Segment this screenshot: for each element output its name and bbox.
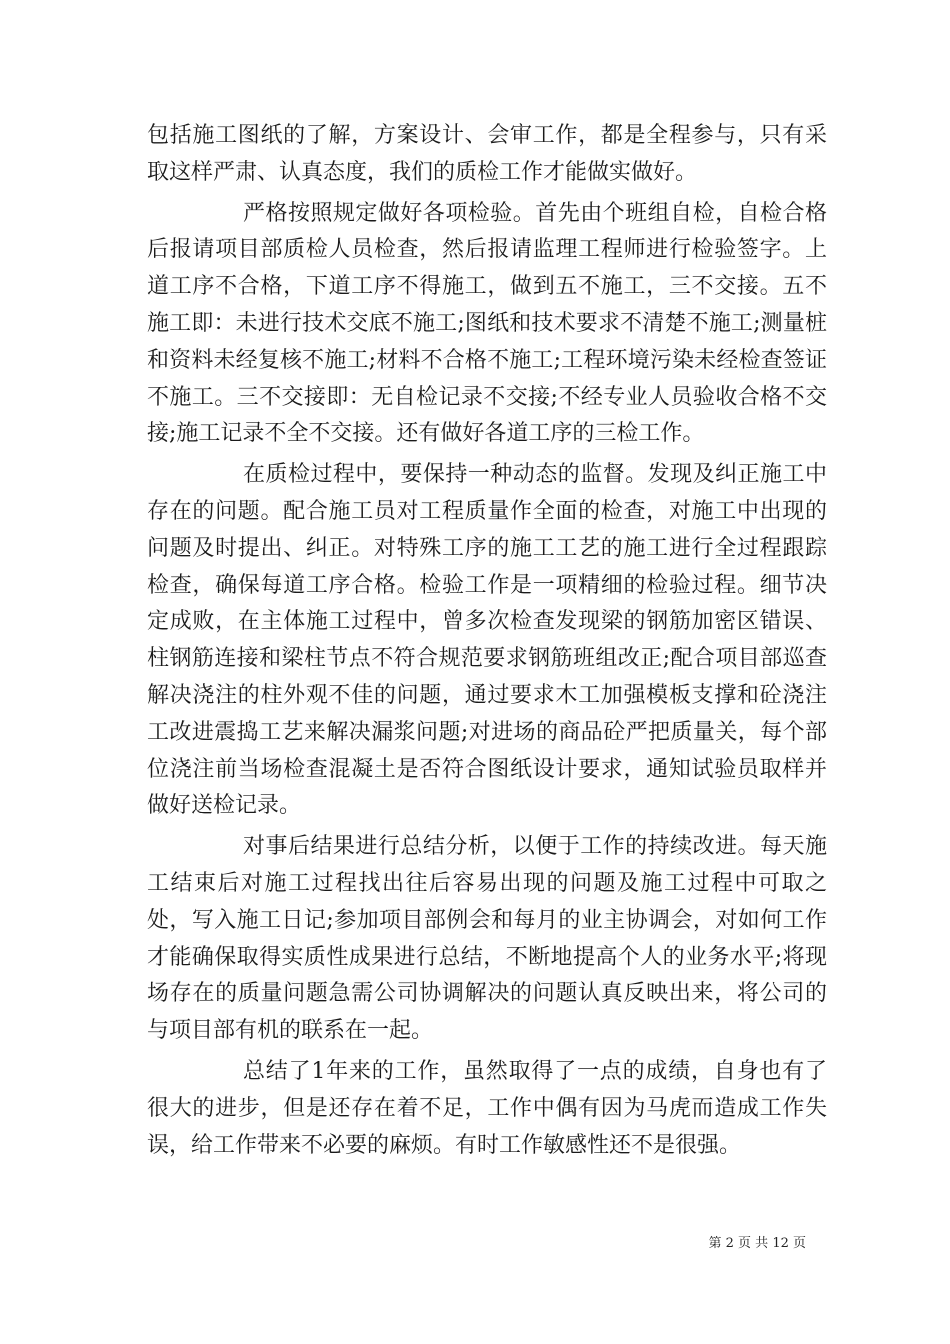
paragraph-continued: 包括施工图纸的了解，方案设计、会审工作，都是全程参与，只有采取这样严肃、认真态度，我们的质检工作才能做实做好。 [147,123,827,185]
paragraph-summary-analysis: 对事后结果进行总结分析，以便于工作的持续改进。每天施工结束后对施工过程找出往后容易出现的问题及施工过程中可取之处，写入施工日记;参加项目部例会和每月的业主协调会，对如何工作才能确保取得实质性成果进行总结，不断地提高个人的业务水平;将现场存在的质量问题急需公司协调解决的问题认真反映出来，将公司的与项目部有机的联系在一起。 [147,834,827,1044]
document-body [147,118,827,1168]
paragraph-shortcomings: 总结了1年来的工作，虽然取得了一点的成绩，自身也有了很大的进步，但是还存在着不足，工作中偶有因为马虎而造成工作失误，给工作带来不必要的麻烦。有时工作敏感性还不是很强。 [147,1058,827,1158]
paragraph-inspection-rules: 严格按照规定做好各项检验。首先由个班组自检，自检合格后报请项目部质检人员检查，然后报请监理工程师进行检验签字。上道工序不合格，下道工序不得施工，做到五不施工，三不交接。五不施工即：未进行技术交底不施工;图纸和技术要求不清楚不施工;测量桩和资料未经复核不施工;材料不合格不施工;工程环境污染未经检查签证不施工。三不交接即：无自检记录不交接;不经专业人员验收合格不交接;施工记录不全不交接。还有做好各道工序的三检工作。 [147,200,827,447]
page-number-footer: 第 2 页 共 12 页 [708,1236,806,1251]
paragraph-dynamic-supervision: 在质检过程中，要保持一种动态的监督。发现及纠正施工中存在的问题。配合施工员对工程质量作全面的检查，对施工中出现的问题及时提出、纠正。对特殊工序的施工工艺的施工进行全过程跟踪检查，确保每道工序合格。检验工作是一项精细的检验过程。细节决定成败，在主体施工过程中，曾多次检查发现梁的钢筋加密区错误、柱钢筋连接和梁柱节点不符合规范要求钢筋班组改正;配合项目部巡查解决浇注的柱外观不佳的问题，通过要求木工加强模板支撑和砼浇注工改进震捣工艺来解决漏浆问题;对进场的商品砼严把质量关，每个部位浇注前当场检查混凝土是否符合图纸设计要求，通知试验员取样并做好送检记录。 [147,462,827,819]
